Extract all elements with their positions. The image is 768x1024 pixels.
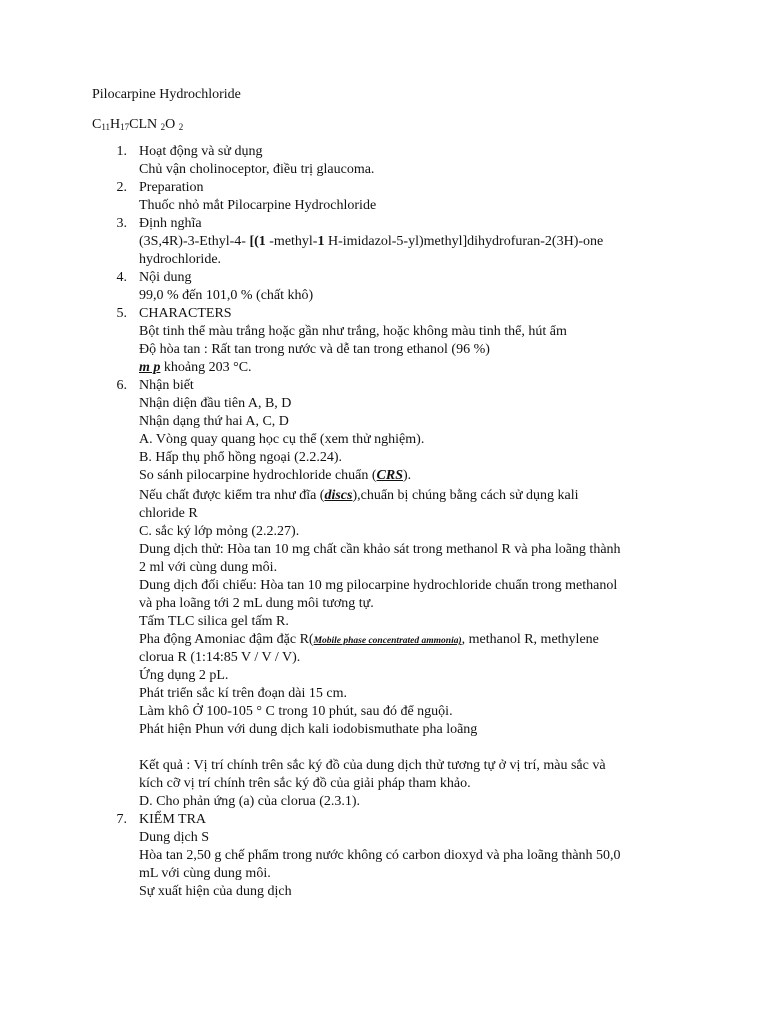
document-title: Pilocarpine Hydrochloride: [92, 87, 241, 102]
item-text: Phát triển sắc kí trên đoạn dài 15 cm.: [139, 686, 347, 701]
item-text: Tấm TLC silica gel tấm R.: [139, 614, 289, 629]
item-heading: Nội dung: [139, 270, 192, 285]
item-text: A. Vòng quay quang học cụ thể (xem thử nghiệm).: [139, 432, 425, 447]
item-number: 5.: [116, 306, 127, 321]
item-heading: KIỂM TRA: [139, 812, 207, 827]
item-text: Dung dịch thử: Hòa tan 10 mg chất cần khảo sát trong methanol R và pha loãng thành: [139, 542, 621, 557]
item-text: Nếu chất được kiểm tra như đĩa (discs),chuẩn bị chúng bằng cách sử dụng kali: [139, 488, 579, 503]
item-text: D. Cho phản ứng (a) của clorua (2.3.1).: [139, 794, 361, 809]
item-text: Phát hiện Phun với dung dịch kali iodobismuthate pha loãng: [139, 722, 478, 737]
item-text: Kết quả : Vị trí chính trên sắc ký đồ của dung dịch thử tương tự ở vị trí, màu sắc và: [139, 758, 606, 773]
item-text: 2 ml với cùng dung môi.: [139, 560, 278, 575]
item-number: 3.: [116, 216, 127, 231]
item-text: Bột tinh thể màu trắng hoặc gần như trắng, hoặc không màu tinh thể, hút ẩm: [139, 324, 567, 339]
item-text: kích cỡ vị trí chính trên sắc ký đồ của giải pháp tham khảo.: [139, 776, 471, 791]
item-text: Làm khô Ở 100-105 ° C trong 10 phút, sau đó để nguội.: [139, 704, 453, 719]
item-heading: CHARACTERS: [139, 306, 232, 321]
item-text: Nhận dạng thứ hai A, C, D: [139, 414, 289, 429]
item-text: mL với cùng dung môi.: [139, 866, 271, 881]
item-number: 2.: [116, 180, 127, 195]
melting-point: m p khoảng 203 °C.: [139, 360, 252, 375]
item-heading: Định nghĩa: [139, 216, 202, 231]
item-text: Độ hòa tan : Rất tan trong nước và dễ tan trong ethanol (96 %): [139, 342, 490, 357]
item-number: 6.: [116, 378, 127, 393]
item-text: chloride R: [139, 506, 198, 521]
item-text: Dung dịch S: [139, 830, 209, 845]
item-number: 7.: [116, 812, 127, 827]
item-text: hydrochloride.: [139, 252, 222, 267]
item-text: clorua R (1:14:85 V / V / V).: [139, 650, 301, 665]
item-text: Chủ vận cholinoceptor, điều trị glaucoma.: [139, 162, 375, 177]
item-number: 1.: [116, 144, 127, 159]
item-heading: Hoạt động và sử dụng: [139, 144, 263, 159]
item-text: Nhận diện đầu tiên A, B, D: [139, 396, 292, 411]
item-heading: Preparation: [139, 180, 204, 195]
item-text: Ứng dụng 2 pL.: [139, 668, 229, 683]
item-text: Pha động Amoniac đậm đặc R(Mobile phase concentrated ammonia), methanol R, methylene: [139, 632, 599, 647]
item-text: Dung dịch đối chiếu: Hòa tan 10 mg pilocarpine hydrochloride chuẩn trong methanol: [139, 578, 618, 593]
item-text: So sánh pilocarpine hydrochloride chuẩn (CRS).: [139, 468, 412, 483]
item-text: Thuốc nhỏ mắt Pilocarpine Hydrochloride: [139, 198, 377, 213]
item-text: Hòa tan 2,50 g chế phẩm trong nước không có carbon dioxyd và pha loãng thành 50,0: [139, 848, 621, 863]
item-number: 4.: [116, 270, 127, 285]
item-text: và pha loãng tới 2 mL dung môi tương tự.: [139, 596, 374, 611]
definition-text: (3S,4R)-3-Ethyl-4- [(1 -methyl-1 H-imidazol-5-yl)methyl]dihydrofuran-2(3H)-one: [139, 234, 604, 249]
chemical-formula: $C_{11}H_{17}CLN$ $_2$O $_2$: [92, 117, 184, 132]
item-text: 99,0 % đến 101,0 % (chất khô): [139, 288, 314, 303]
item-text: Sự xuất hiện của dung dịch: [139, 884, 292, 899]
item-text: B. Hấp thụ phổ hồng ngoại (2.2.24).: [139, 450, 342, 465]
item-heading: Nhận biết: [139, 378, 194, 393]
item-text: C. sắc ký lớp mỏng (2.2.27).: [139, 524, 300, 539]
